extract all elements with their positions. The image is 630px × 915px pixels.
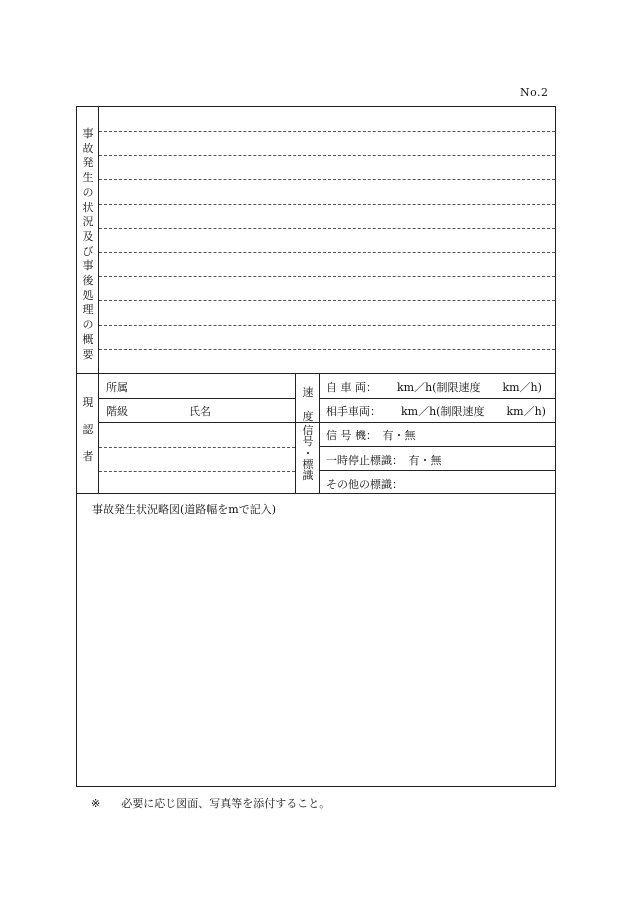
section-divider-2: [77, 493, 555, 494]
summary-dashed-line: [99, 325, 555, 326]
speed-label-divider: [319, 373, 320, 493]
section-divider-1: [77, 373, 555, 374]
summary-dashed-line: [99, 204, 555, 205]
diagram-caption: 事故発生状況略図(道路幅をmで記入): [92, 503, 277, 516]
signal-row-divider-1: [320, 446, 555, 447]
summary-dashed-line: [99, 131, 555, 132]
name-label: 氏名: [189, 405, 211, 418]
footnote-mark: ※: [91, 797, 101, 810]
witness-row-divider-1: [99, 398, 295, 399]
stop-sign-presence[interactable]: 一時停止標識： 有・無: [326, 454, 442, 467]
own-vehicle-speed[interactable]: 自 車 両： km／h(制限速度 km／h): [326, 381, 542, 394]
other-vehicle-speed[interactable]: 相手車両： km／h(制限速度 km／h): [326, 405, 546, 418]
summary-dashed-line: [99, 349, 555, 350]
accident-diagram-area[interactable]: [81, 519, 551, 781]
speed-signal-divider: [296, 422, 555, 423]
summary-section-label: 事 故 発 生 の 状 況 及 び 事 後 処 理 の 概 要: [82, 127, 94, 361]
report-form: [76, 106, 556, 787]
signal-presence[interactable]: 信 号 機： 有・無: [326, 429, 416, 442]
signal-row-divider-2: [320, 470, 555, 471]
summary-dashed-line: [99, 228, 555, 229]
witness-label-divider: [98, 373, 99, 493]
rank-label: 階級: [106, 405, 128, 418]
summary-dashed-line: [99, 252, 555, 253]
witness-section-label: 現 認 者: [82, 396, 94, 463]
speed-row-divider: [320, 398, 555, 399]
footnote-text: 必要に応じ図面、写真等を添付すること。: [121, 797, 331, 810]
summary-dashed-line: [99, 300, 555, 301]
speed-section-label: 速 度: [302, 386, 314, 423]
witness-speed-divider: [295, 373, 296, 493]
witness-dashed-line-1: [99, 447, 295, 448]
affiliation-label: 所属: [106, 381, 128, 394]
summary-dashed-line: [99, 179, 555, 180]
summary-dashed-line: [99, 276, 555, 277]
summary-label-divider: [98, 107, 99, 373]
footnote: [91, 795, 330, 811]
signal-section-label: 信 号 ・ 標 識: [302, 424, 314, 483]
other-signs[interactable]: その他の標識：: [326, 478, 403, 491]
summary-dashed-line: [99, 155, 555, 156]
document-number: No.2: [520, 86, 549, 99]
witness-row-divider-2: [99, 422, 295, 423]
witness-dashed-line-2: [99, 471, 295, 472]
